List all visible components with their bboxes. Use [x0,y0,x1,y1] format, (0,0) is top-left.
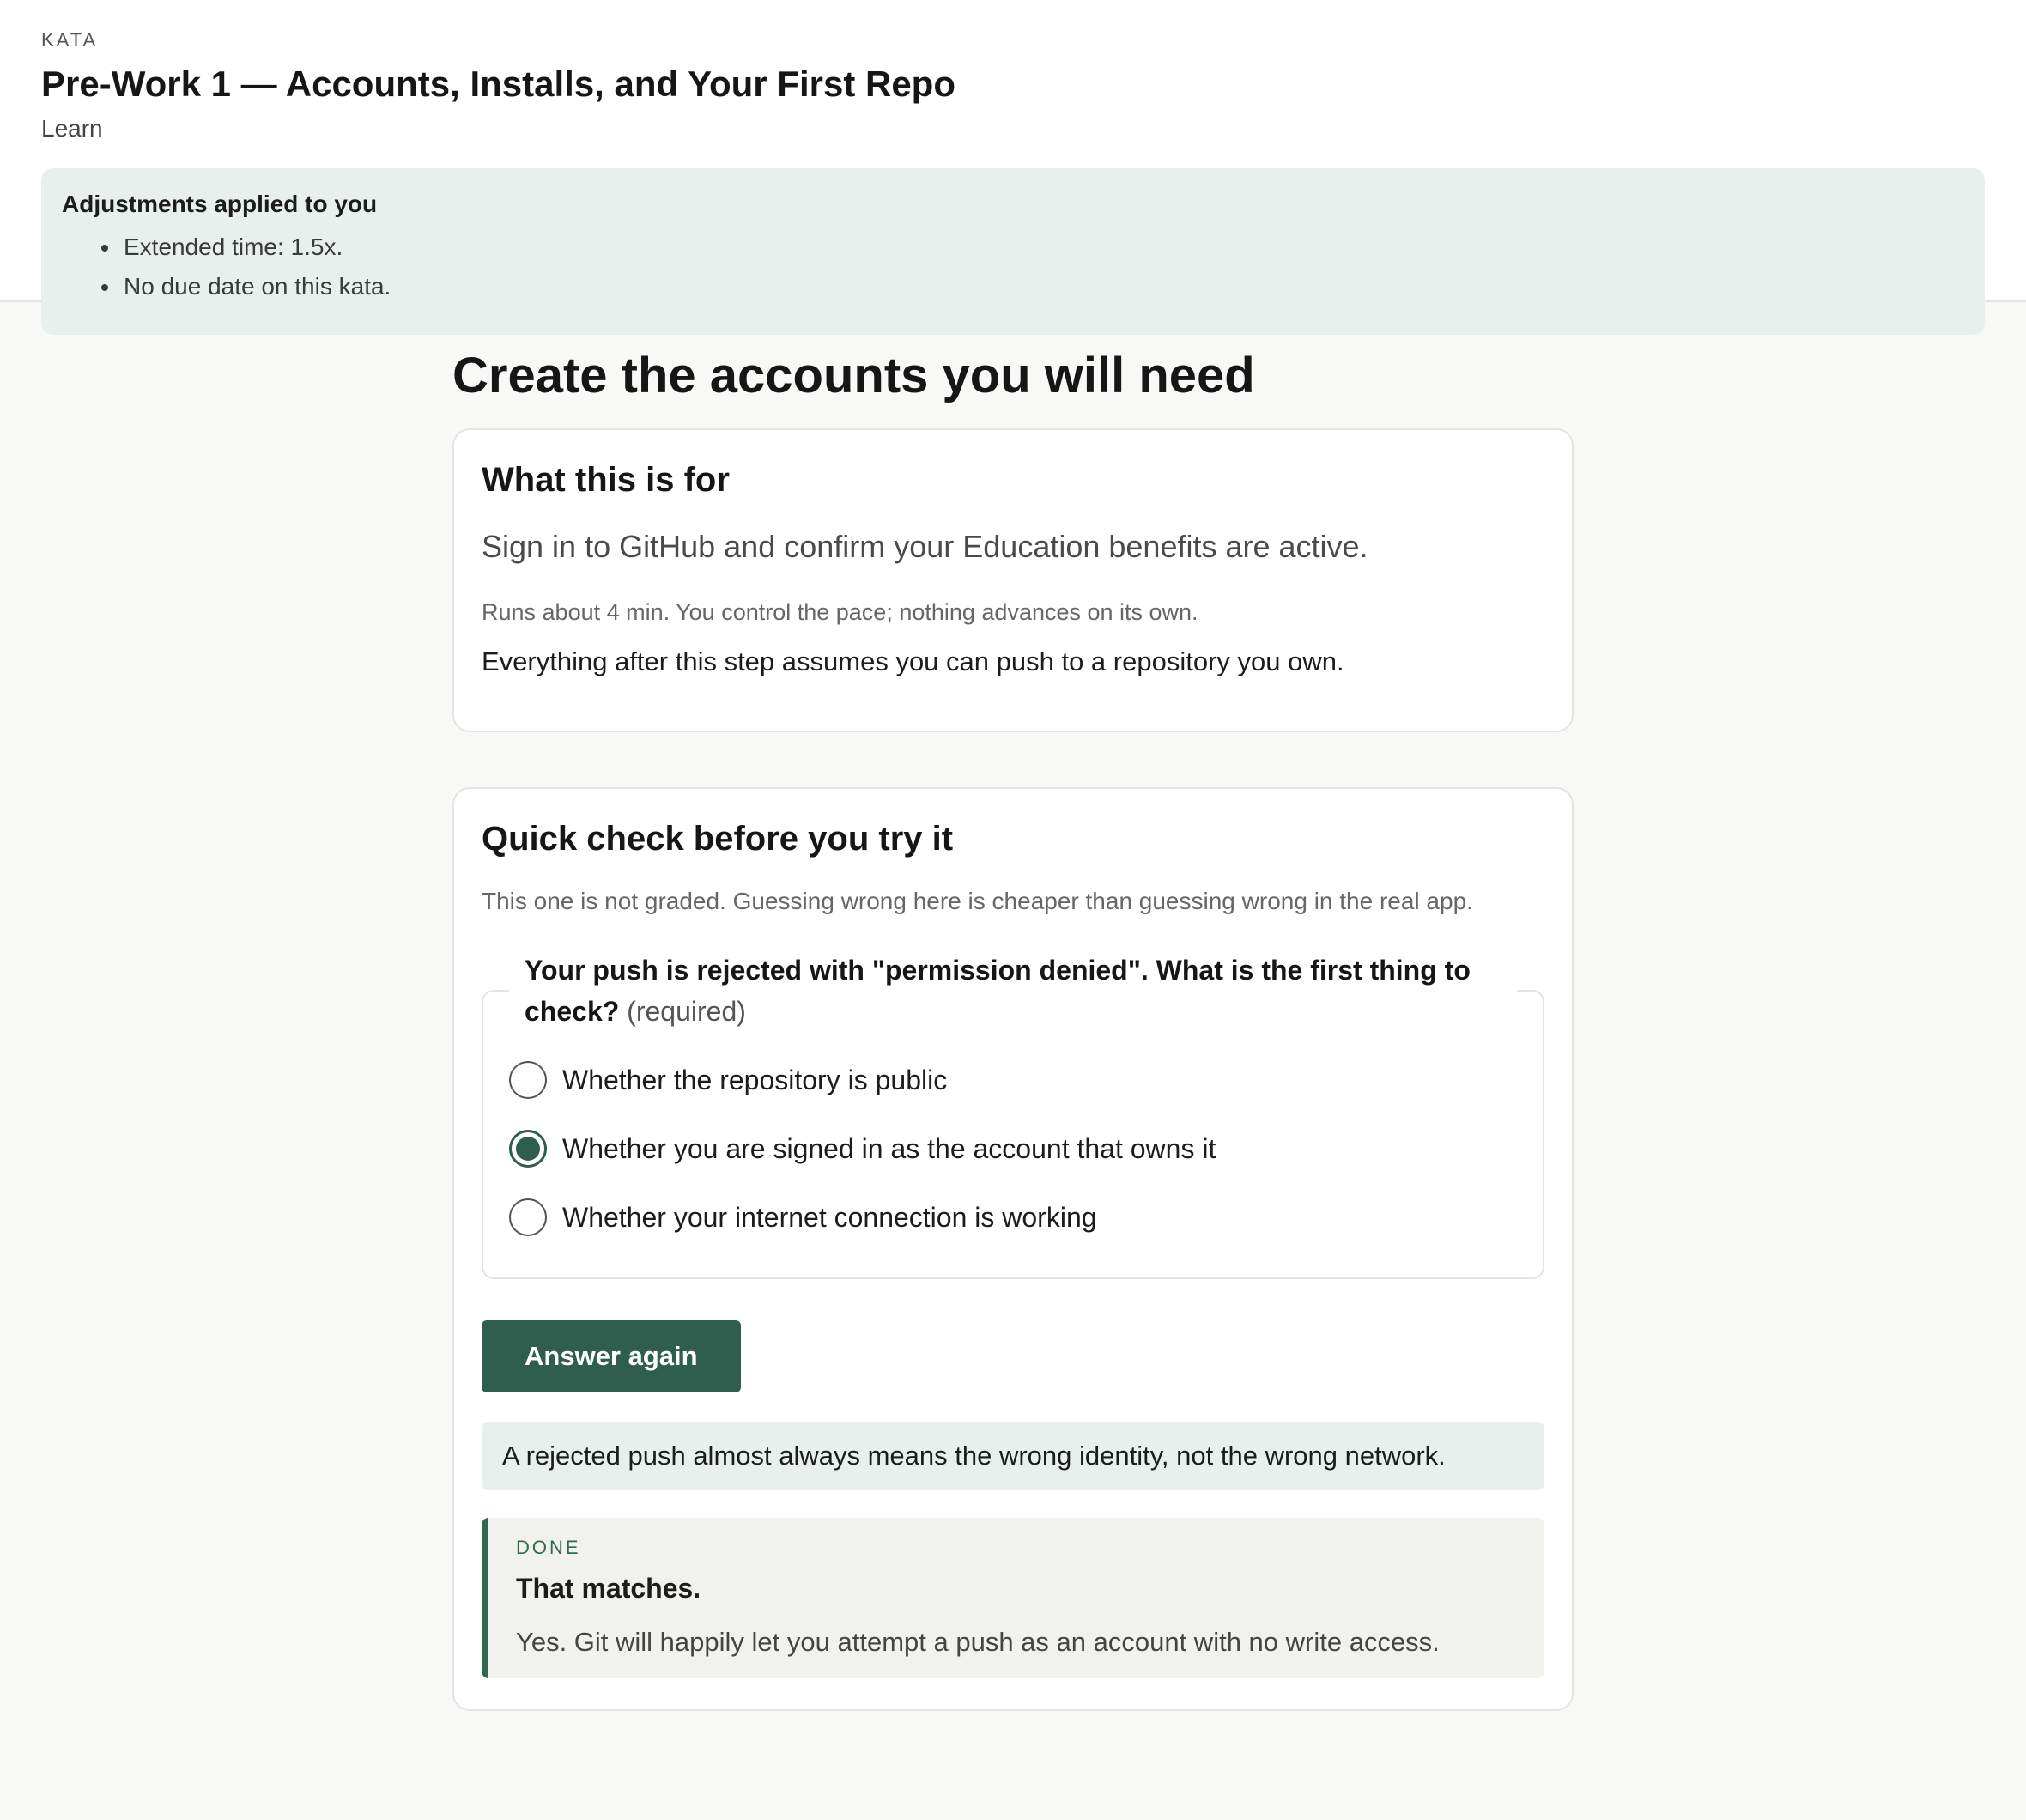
hint-message: A rejected push almost always means the wrong identity, not the wrong network. [482,1422,1544,1490]
required-label: (required) [627,996,746,1027]
option-label: Whether your internet connection is working [562,1201,1097,1233]
adjustments-list [62,234,1964,300]
status-badge: DONE [516,1537,581,1558]
radio-checked-icon[interactable] [509,1130,547,1168]
feedback-text: Yes. Git will happily let you attempt a push as an account with no write access. [516,1627,1440,1657]
option-internet-connection[interactable] [509,1183,1517,1252]
answer-again-button[interactable]: Answer again [482,1320,741,1392]
option-repository-public[interactable] [509,1046,1517,1114]
page-title: Pre-Work 1 — Accounts, Installs, and Your First Repo [41,64,955,104]
page-subtitle: Learn [41,115,103,142]
feedback-title: That matches. [516,1573,701,1604]
purpose-heading: What this is for [482,461,730,499]
eyebrow-label: KATA [41,29,99,51]
purpose-card [452,428,1574,732]
feedback-panel [482,1518,1544,1678]
adjustment-item-due-date: No due date on this kata. [124,273,1964,300]
question-prompt: Your push is rejected with "permission denied". What is the first thing to check? [525,955,1471,1027]
kata-header [0,0,2026,302]
adjustments-title: Adjustments applied to you [62,191,378,217]
option-label: Whether the repository is public [562,1064,948,1095]
duration-note: Runs about 4 min. You control the pace; nothing advances on its own. [482,599,1198,625]
option-label: Whether you are signed in as the account that owns it [562,1132,1216,1164]
main-content [452,302,1574,1711]
option-signed-in-account[interactable] [509,1114,1517,1183]
not-graded-note: This one is not graded. Guessing wrong here is cheaper than guessing wrong in the real app. [482,888,1473,914]
question-text [509,949,1517,1032]
question-fieldset [482,949,1544,1279]
purpose-body: Everything after this step assumes you can push to a repository you own. [482,646,1344,676]
radio-unchecked-icon[interactable] [509,1061,547,1099]
section-heading: Create the accounts you will need [452,348,1255,403]
quick-check-heading: Quick check before you try it [482,820,954,858]
adjustment-item-time: Extended time: 1.5x. [124,234,1964,261]
radio-unchecked-icon[interactable] [509,1198,547,1236]
quick-check-card [452,787,1574,1711]
purpose-lead: Sign in to GitHub and confirm your Education benefits are active. [482,529,1368,564]
